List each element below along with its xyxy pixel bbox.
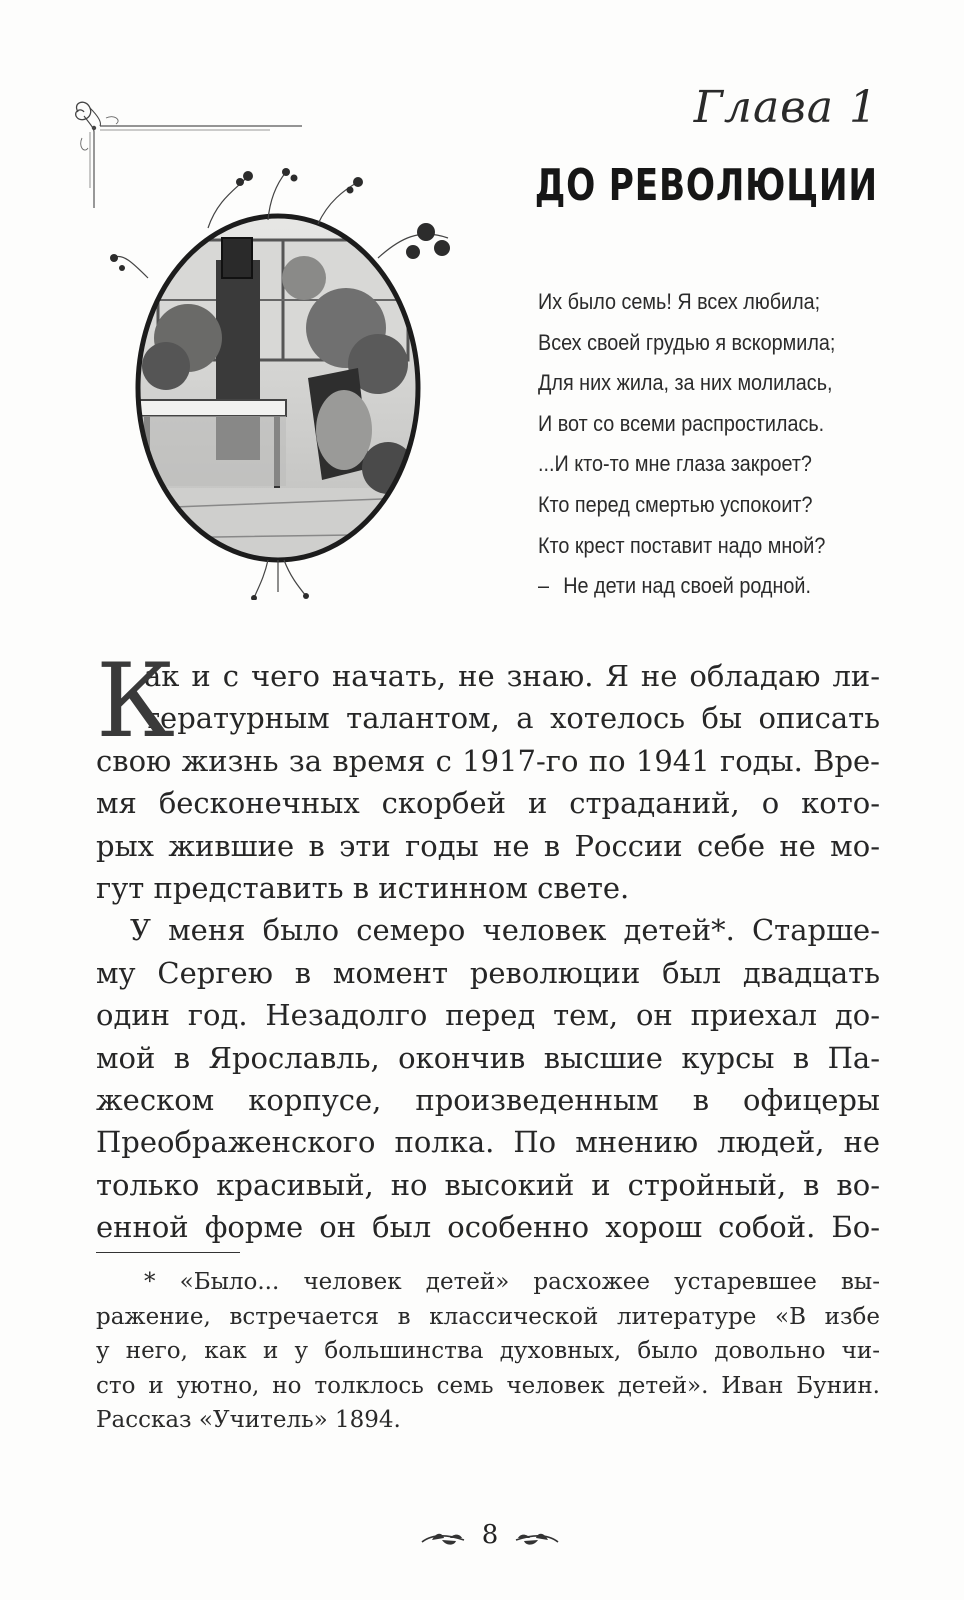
text-line: енной форме он был особенно хорош собой. Бо- xyxy=(96,1210,880,1245)
text-line: один год. Незадолго перед тем, он приехал до- xyxy=(96,998,880,1033)
page-number-block xyxy=(420,1520,560,1560)
text-line: ак и с чего начать, не знаю. Я не обладаю ли- xyxy=(144,659,880,693)
text-line: мой в Ярославль, окончив высшие курсы в Па- xyxy=(96,1040,880,1075)
footnote-line: Рассказ «Учитель» 1894. xyxy=(96,1407,401,1433)
footnote-line: * «Было... человек детей» расхожее устаревшее вы- xyxy=(144,1269,880,1295)
footnote-line: сто и уютно, но толклось семь человек детей». Иван Бунин. xyxy=(96,1372,880,1399)
footnote xyxy=(96,1265,880,1438)
chapter-title: ДО РЕВОЛЮЦИИ xyxy=(534,160,878,211)
text-line: рых жившие в эти годы не в России себе не мо- xyxy=(96,828,880,863)
page-number: 8 xyxy=(481,1520,499,1550)
text-line: тературным талантом, а хотелось бы описать xyxy=(144,701,880,736)
drop-cap: К xyxy=(96,642,175,761)
epigraph-line: Кто перед смертью успокоит? xyxy=(538,491,813,517)
footnote-line: у него, как и у большинства духовных, было довольно чи- xyxy=(96,1338,880,1364)
text-line: жеском корпусе, произведенным в офицеры xyxy=(96,1082,880,1117)
body-text xyxy=(96,642,880,1248)
epigraph-line: Не дети над своей родной. xyxy=(563,573,811,599)
footnote-divider xyxy=(96,1252,240,1253)
text-line: гут представить в истинном свете. xyxy=(96,870,630,905)
epigraph-line: Для них жила, за них молилась, xyxy=(538,370,833,396)
epigraph-line: ...И кто-то мне глаза закроет? xyxy=(538,451,812,477)
footnote-line: ражение, встречается в классической литературе «В избе xyxy=(96,1303,880,1330)
chapter-label: Глава 1 xyxy=(693,82,878,133)
epigraph-line: И вот со всеми распростилась. xyxy=(538,410,825,436)
text-line: У меня было семеро человек детей*. Старше- xyxy=(130,913,880,948)
text-line: свою жизнь за время с 1917-го по 1941 годы. Вре- xyxy=(96,743,880,778)
epigraph xyxy=(538,282,898,607)
epigraph-line: Всех своей грудью я вскормила; xyxy=(538,329,836,355)
text-line: му Сергею в момент революции был двадцать xyxy=(96,955,880,990)
paragraph-1 xyxy=(96,642,880,909)
text-line: Преображенского полка. По мнению людей, не xyxy=(96,1125,880,1160)
epigraph-dash: – xyxy=(538,573,550,599)
paragraph-2 xyxy=(96,909,880,1248)
text-line: мя бесконечных скорбей и страданий, о кото- xyxy=(96,786,880,821)
epigraph-last-line xyxy=(538,566,862,607)
oval-illustration xyxy=(108,168,470,600)
epigraph-line: Кто крест поставит надо мной? xyxy=(538,532,826,558)
epigraph-line: Их было семь! Я всех любила; xyxy=(538,289,821,314)
right-leaf-ornament-icon xyxy=(514,1530,560,1550)
text-line: только красивый, но высокий и стройный, в во- xyxy=(96,1167,880,1202)
